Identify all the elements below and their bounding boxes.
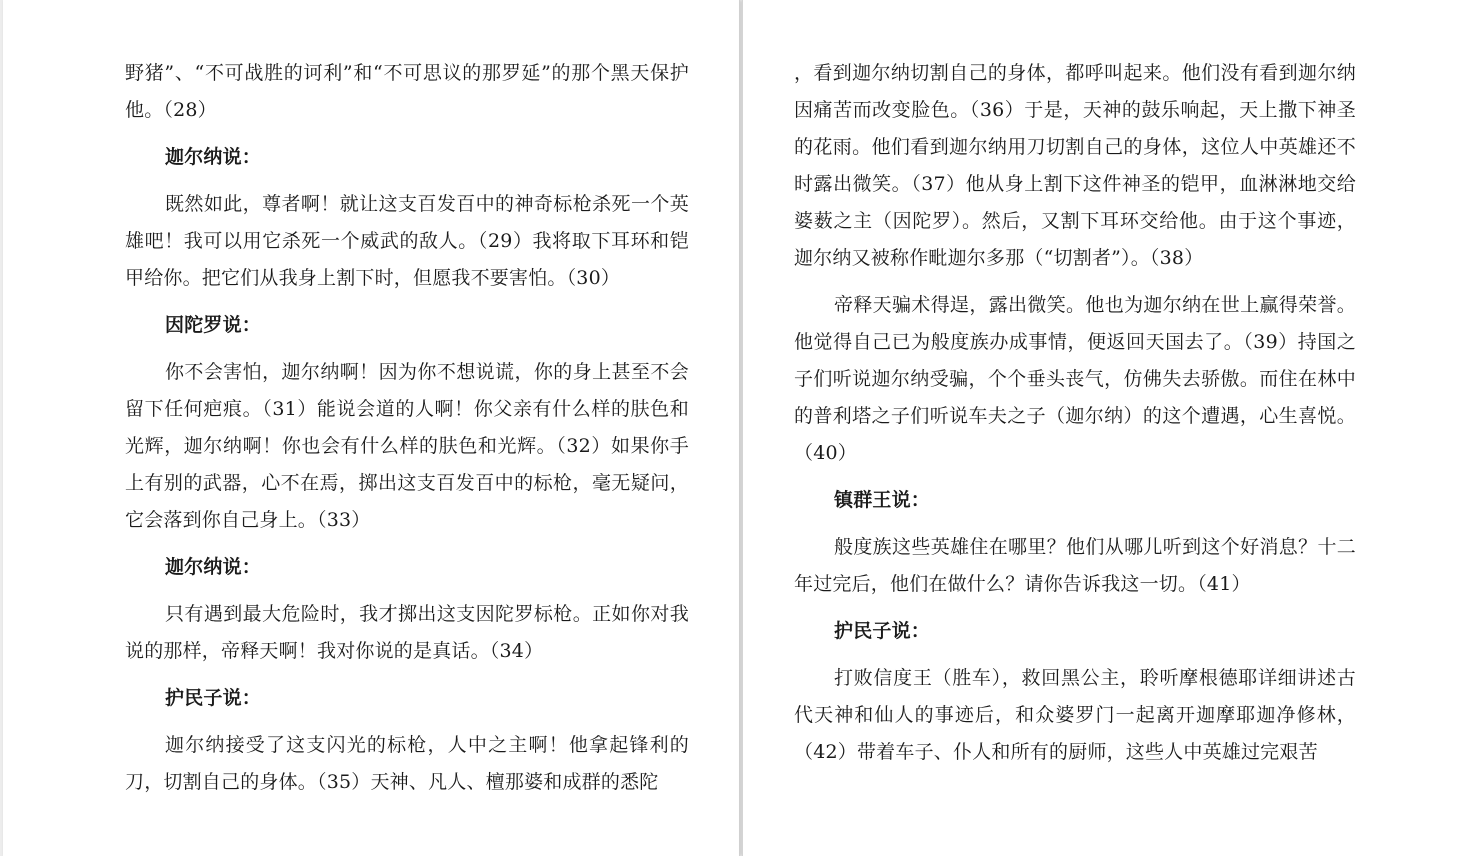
paragraph: 迦尔纳接受了这支闪光的标枪，人中之主啊！他拿起锋利的刀，切割自己的身体。（35）天神、凡人、檀那婆和成群的悉陀 (125, 734, 689, 793)
paragraph: 只有遇到最大危险时，我才掷出这支因陀罗标枪。正如你对我说的那样，帝释天啊！我对你说的是真话。（34） (125, 603, 689, 662)
right-page-content (794, 55, 1356, 781)
paragraph: 帝释天骗术得逞，露出微笑。他也为迦尔纳在世上赢得荣誉。他觉得自己已为般度族办成事情，便返回天国去了。（39）持国之子们听说迦尔纳受骗，个个垂头丧气，仿佛失去骄傲。而住在林中的普利塔之子们听说车夫之子（迦尔纳）的这个遭遇，心生喜悦。（40） (794, 294, 1356, 464)
paragraph: 野猪”、“不可战胜的诃利”和“不可思议的那罗延”的那个黑天保护他。（28） (125, 62, 689, 121)
left-page (3, 0, 740, 856)
paragraph: 你不会害怕，迦尔纳啊！因为你不想说谎，你的身上甚至不会留下任何疤痕。（31）能说会道的人啊！你父亲有什么样的肤色和光辉，迦尔纳啊！你也会有什么样的肤色和光辉。（32）如果你手上有别的武器，心不在焉，掷出这支百发百中的标枪，毫无疑问，它会落到你自己身上。（33） (125, 361, 689, 531)
right-page (742, 0, 1476, 856)
paragraph: 既然如此，尊者啊！就让这支百发百中的神奇标枪杀死一个英雄吧！我可以用它杀死一个威武的敌人。（29）我将取下耳环和铠甲给你。把它们从我身上割下时，但愿我不要害怕。（30） (125, 193, 689, 289)
paragraph: 打败信度王（胜车），救回黑公主，聆听摩根德耶详细讲述古代天神和仙人的事迹后，和众婆罗门一起离开迦摩耶迦净修林，（42）带着车子、仆人和所有的厨师，这些人中英雄过完艰苦 (794, 667, 1356, 763)
paragraph: 般度族这些英雄住在哪里？他们从哪儿听到这个好消息？十二年过完后，他们在做什么？请你告诉我这一切。（41） (794, 536, 1356, 595)
speaker-heading: 迦尔纳说： (165, 146, 262, 168)
speaker-heading: 迦尔纳说： (165, 556, 262, 578)
speaker-heading: 镇群王说： (834, 489, 931, 511)
speaker-heading: 因陀罗说： (165, 314, 262, 336)
speaker-heading: 护民子说： (834, 620, 931, 642)
left-page-content (125, 55, 689, 811)
speaker-heading: 护民子说： (165, 687, 262, 709)
paragraph: ，看到迦尔纳切割自己的身体，都呼叫起来。他们没有看到迦尔纳因痛苦而改变脸色。（36）于是，天神的鼓乐响起，天上撒下神圣的花雨。他们看到迦尔纳用刀切割自己的身体，这位人中英雄还不时露出微笑。（37）他从身上割下这件神圣的铠甲，血淋淋地交给婆薮之主（因陀罗）。然后，又割下耳环交给他。由于这个事迹，迦尔纳又被称作毗迦尔多那（“切割者”）。（38） (794, 62, 1356, 269)
